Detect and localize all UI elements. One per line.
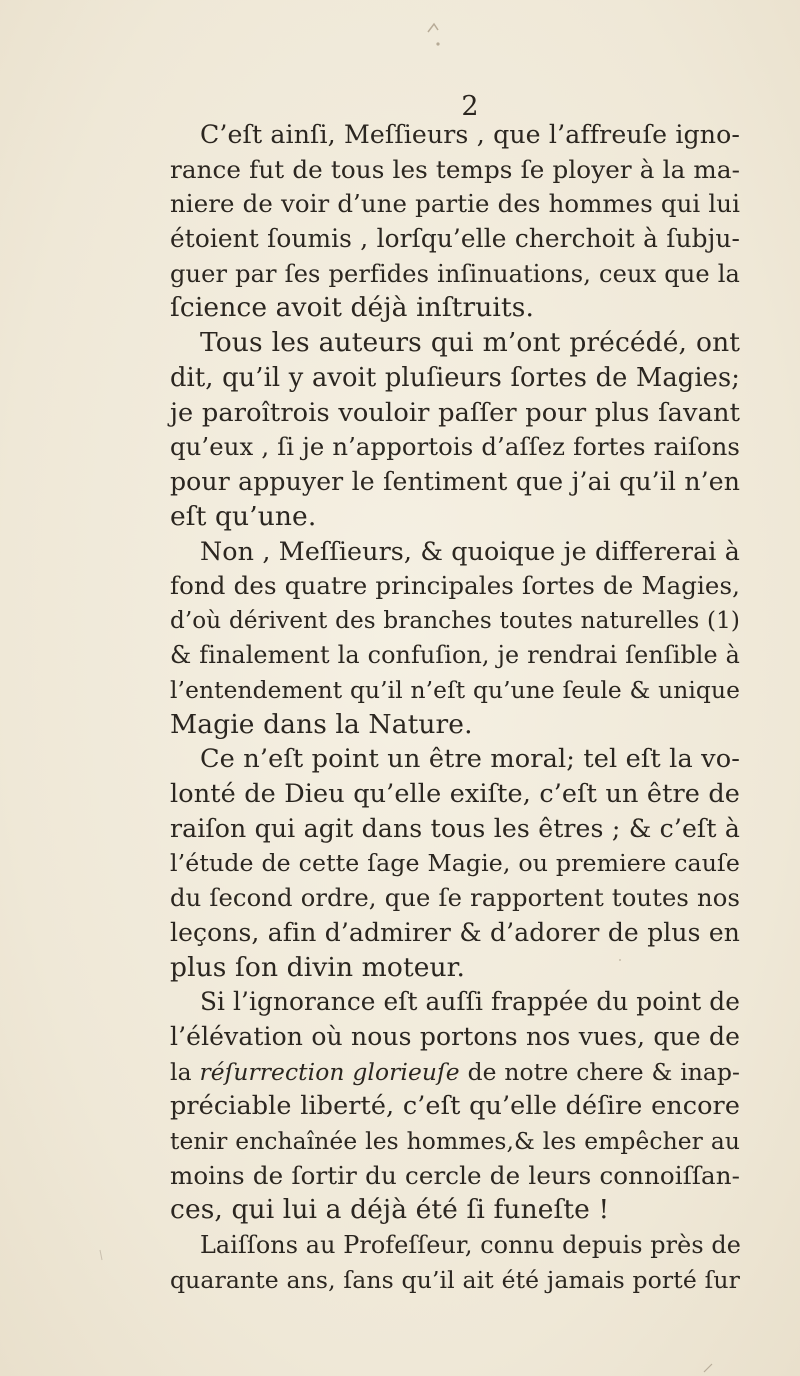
paragraph: [170, 1228, 740, 1297]
text-line: je paroîtrois vouloir paſſer pour plus ſavant: [170, 397, 740, 428]
text-line: plus ſon divin moteur.: [170, 951, 466, 983]
text-line: moins de ſortir du cercle de leurs connoiſſan-: [170, 1160, 740, 1190]
text-line: l’entendement qu’il n’eſt qu’une ſeule & unique: [170, 676, 740, 704]
text-line: rance fut de tous les temps ſe ployer à la ma-: [170, 154, 740, 184]
text-line: tenir enchaînée les hommes,& les empêcher au: [170, 1126, 740, 1155]
text-line: Tous les auteurs qui m’ont précédé, ont: [200, 327, 740, 359]
text-segment: la: [170, 1057, 200, 1086]
text-line: préciable liberté, c’eſt qu’elle déſire encore: [170, 1091, 740, 1122]
text-line: du ſecond ordre, que ſe rapportent toutes nos: [170, 883, 740, 913]
text-line: raiſon qui agit dans tous les êtres ; & c’eſt à: [170, 813, 740, 843]
paragraph: [170, 534, 740, 742]
text-line: dit, qu’il y avoit pluſieurs ſortes de Magies;: [170, 362, 740, 393]
text-line: lonté de Dieu qu’elle exiſte, c’eſt un être de: [170, 779, 740, 810]
text-line: fond des quatre principales ſortes de Magies,: [170, 570, 740, 600]
text-line: Ce n’eſt point un être moral; tel eſt la vo-: [200, 744, 740, 775]
text-line: ſcience avoit déjà inſtruits.: [170, 292, 534, 324]
text-line: l’étude de cette ſage Magie, ou premiere cauſe: [170, 849, 740, 878]
text-line: Si l’ignorance eſt auſſi frappée du point de: [200, 987, 740, 1017]
text-line: [170, 1055, 740, 1090]
italic-phrase: réſurrection glorieuſe: [199, 1057, 460, 1086]
text-segment: de notre chere & inap-: [459, 1057, 740, 1086]
paragraph: [170, 326, 740, 534]
text-line: pour appuyer le ſentiment que j’ai qu’il n’en: [170, 466, 740, 496]
paragraph: [170, 118, 740, 326]
body-text: [170, 118, 740, 1297]
page-number: 2: [461, 91, 479, 122]
text-line: Non , Meſſieurs, & quoique je differerai à: [200, 536, 740, 567]
text-line: qu’eux , ſi je n’apportois d’aſſez fortes raiſons: [170, 432, 740, 462]
text-line: niere de voir d’une partie des hommes qui lui: [170, 189, 740, 219]
text-line: Laiſſons au Profeſſeur, connu depuis près de: [200, 1231, 741, 1259]
text-line: C’eſt ainſi, Meſſieurs , que l’affreuſe igno-: [200, 120, 740, 149]
text-line: d’où dérivent des branches toutes naturelles (1): [170, 607, 740, 634]
paragraph: [170, 742, 740, 985]
text-line: l’élévation où nous portons nos vues, que de: [170, 1021, 740, 1051]
text-line: quarante ans, ſans qu’il ait été jamais porté ſur: [170, 1265, 740, 1294]
text-line: eſt qu’une.: [170, 500, 317, 532]
text-line: & finalement la confuſion, je rendrai ſenſible à: [170, 641, 740, 670]
text-line: leçons, afin d’admirer & d’adorer de plus en: [170, 917, 740, 947]
paragraph: [170, 985, 740, 1228]
text-line: étoient ſoumis , lorſqu’elle cherchoit à ſubju-: [170, 224, 740, 254]
text-line: Magie dans la Nature.: [170, 708, 473, 740]
text-line: guer par ſes perfides inſinuations, ceux que la: [170, 259, 740, 288]
text-line: ces, qui lui a déjà été ſi funeſte !: [170, 1194, 610, 1226]
